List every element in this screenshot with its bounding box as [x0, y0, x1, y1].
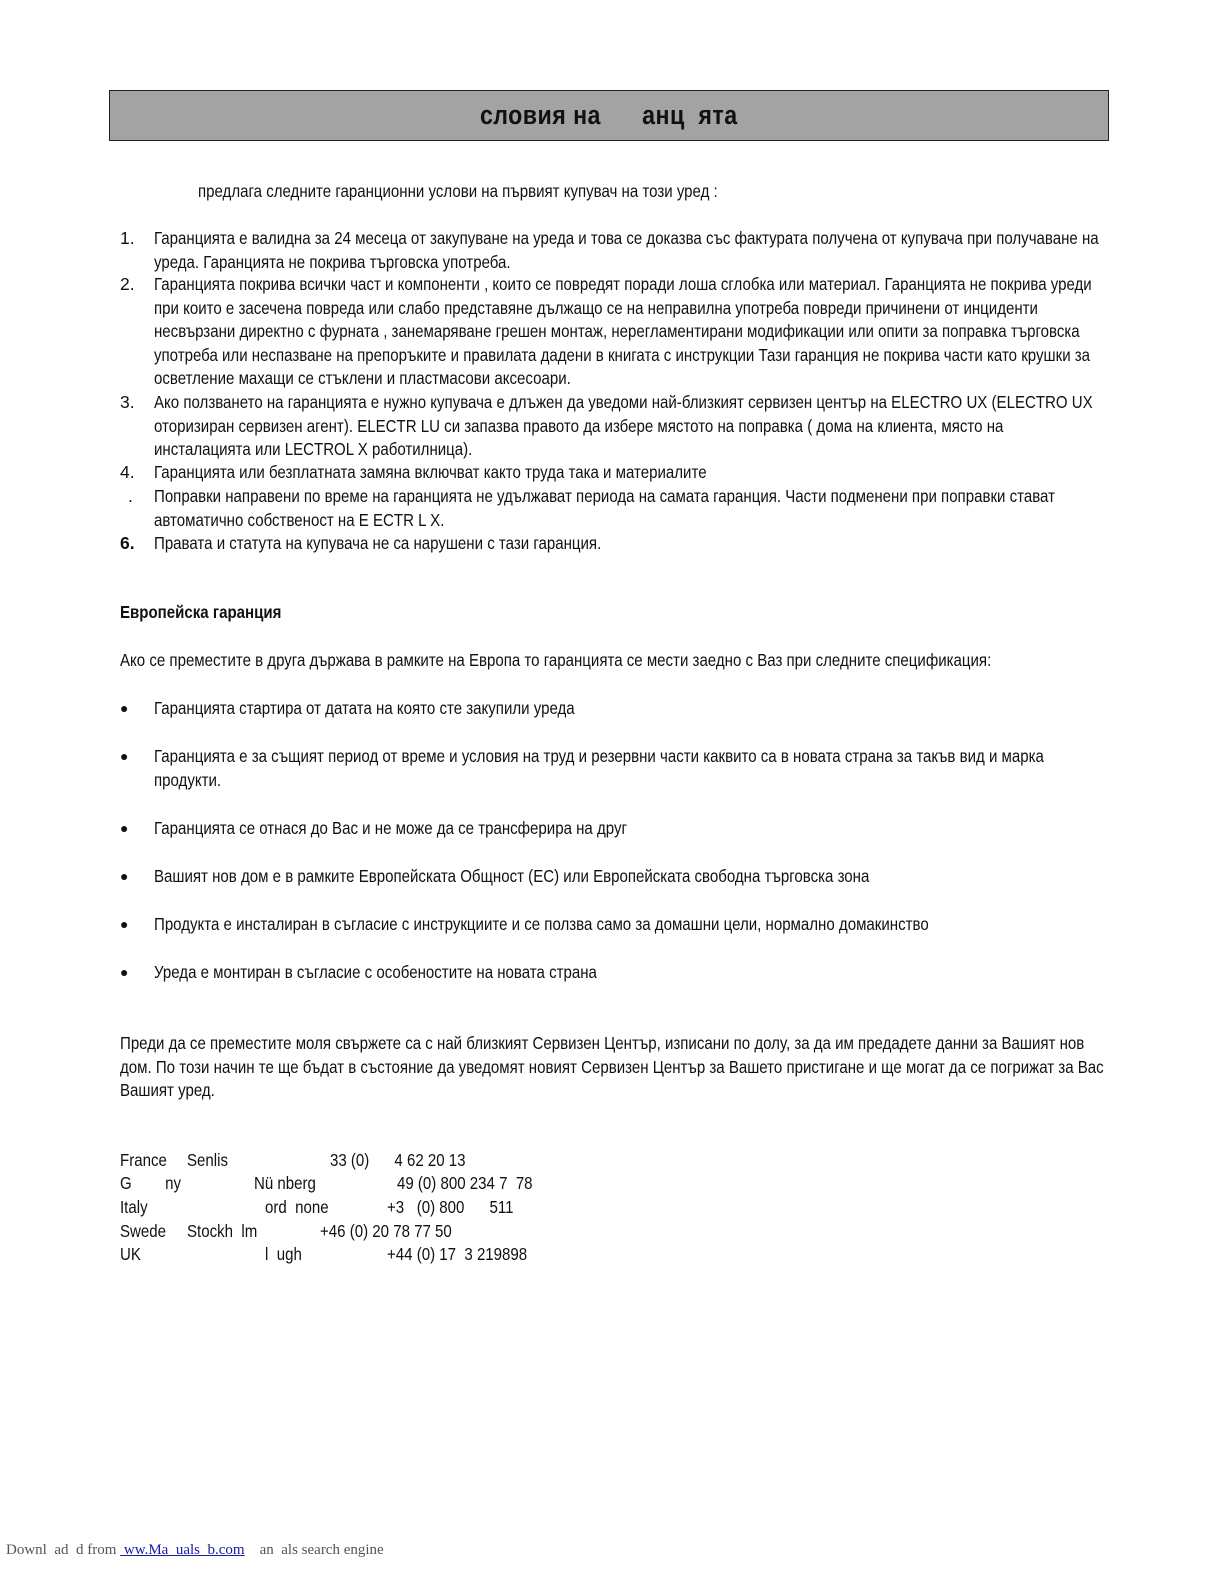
condition-number: 2.	[120, 274, 135, 294]
bullet-icon: ●	[120, 916, 129, 932]
bullet-icon: ●	[120, 820, 129, 836]
contact-phone: +46 (0) 20 78 77 50	[320, 1221, 452, 1241]
contact-country: France	[120, 1150, 167, 1170]
bullet-icon: ●	[120, 964, 129, 980]
condition-text: Гаранцията или безплатната замяна включват както труда така и материалите	[154, 462, 707, 482]
condition-text: Правата и статута на купувача не са нарушени с тази гаранция.	[154, 533, 602, 553]
contact-phone: 33 (0) 4 62 20 13	[330, 1150, 466, 1170]
contact-country: G ny	[120, 1173, 182, 1193]
contact-country: UK	[120, 1244, 141, 1264]
contact-city: ord none	[265, 1197, 329, 1217]
contact-phone: +3 (0) 800 511	[387, 1197, 514, 1217]
condition-text: Гаранцията е валидна за 24 месеца от закупуване на уреда и това се доказва със фактурата получена от купувача при получаване на уреда. Гаранцията не покрива търговска употреба.	[154, 228, 1099, 272]
title-banner	[109, 90, 1109, 141]
condition-number: 3.	[120, 392, 135, 412]
bullet-icon: ●	[120, 868, 129, 884]
condition-text: Ако ползването на гаранцията е нужно купувача е длъжен да уведоми най-близкият сервизен център на ELECTRO UX (ELECTRO UX оторизиран сервизен агент). ELECTR LU си запазва правото да избере мястото на поправка ( дома на клиента, място на инсталацията или LECTROL X работилница).	[154, 392, 1093, 459]
footer	[6, 1542, 384, 1559]
bullet-icon: ●	[120, 700, 129, 716]
footer-prefix: Downl ad d from	[6, 1542, 121, 1558]
page-title: словия на анц ята	[480, 100, 738, 130]
condition-number: .	[128, 486, 133, 506]
contact-phone: 49 (0) 800 234 7 78	[397, 1173, 533, 1193]
footer-suffix: an als search engine	[244, 1542, 384, 1558]
contact-city: l ugh	[265, 1244, 302, 1264]
section-heading: Европейска гаранция	[120, 602, 282, 622]
condition-text: Поправки направени по време на гаранцията не удължават периода на самата гаранция. Части подменени при поправки стават автоматично собственост на Е ECTR L X.	[154, 486, 1055, 530]
closing-paragraph: Преди да се преместите моля свържете са с най близкият Сервизен Център, изписани по долу, за да им предадете данни за Вашият нов дом. По този начин те ще бъдат в състояние да уведомят новият Сервизен Център за Вашето пристигане и ще могат да се погрижат за Вас Вашият уред.	[120, 1033, 1104, 1100]
contact-city: Nü nberg	[254, 1173, 316, 1193]
contact-city: Stockh lm	[187, 1221, 258, 1241]
bullet-text: Уреда е монтиран в съгласие с особеностите на новата страна	[154, 962, 597, 982]
european-intro: Ако се преместите в друга държава в рамките на Европа то гаранцията се мести заедно с Ваз при следните спецификация:	[120, 650, 992, 670]
intro-text: предлага следните гаранционни услови на първият купувач на този уред :	[198, 181, 718, 201]
bullet-text: Продукта е инсталиран в съгласие с инструкциите и се ползва само за домашни цели, нормално домакинство	[154, 914, 929, 934]
bullet-icon: ●	[120, 748, 129, 764]
footer-link[interactable]: ww.Ma uals b.com	[120, 1542, 245, 1558]
bullet-text: Гаранцията стартира от датата на която сте закупили уреда	[154, 698, 575, 718]
contact-country: Swede	[120, 1221, 167, 1241]
contact-country: Italy	[120, 1197, 148, 1217]
condition-number: 4.	[120, 462, 135, 482]
bullet-text: Гаранцията е за същият период от време и условия на труд и резервни части каквито са в новата страна за такъв вид и марка продукти.	[154, 746, 1044, 790]
bullet-text: Вашият нов дом е в рамките Европейската Общност (ЕС) или Европейската свободна търговска зона	[154, 866, 870, 886]
contact-city: Senlis	[187, 1150, 228, 1170]
condition-number: 1.	[120, 228, 135, 248]
condition-text: Гаранцията покрива всички част и компоненти , които се повредят поради лоша сглобка или материал. Гаранцията не покрива уреди при които е засечена повреда или слабо представяне дължащо се на неправилна употреба повреди причинени от инциденти несвързани директно с фурната , занемаряване грешен монтаж, нерегламентирани модификации или опити за поправка търговска употреба или неспазване на препоръките и правилата дадени в книгата с инструкции Тази гаранция не покрива части като крушки за осветление махащи се стъклени и пластмасови аксесоари.	[154, 274, 1092, 388]
condition-number: 6.	[120, 533, 135, 553]
bullet-text: Гаранцията се отнася до Вас и не може да се трансферира на друг	[154, 818, 627, 838]
contact-phone: +44 (0) 17 3 219898	[387, 1244, 528, 1264]
